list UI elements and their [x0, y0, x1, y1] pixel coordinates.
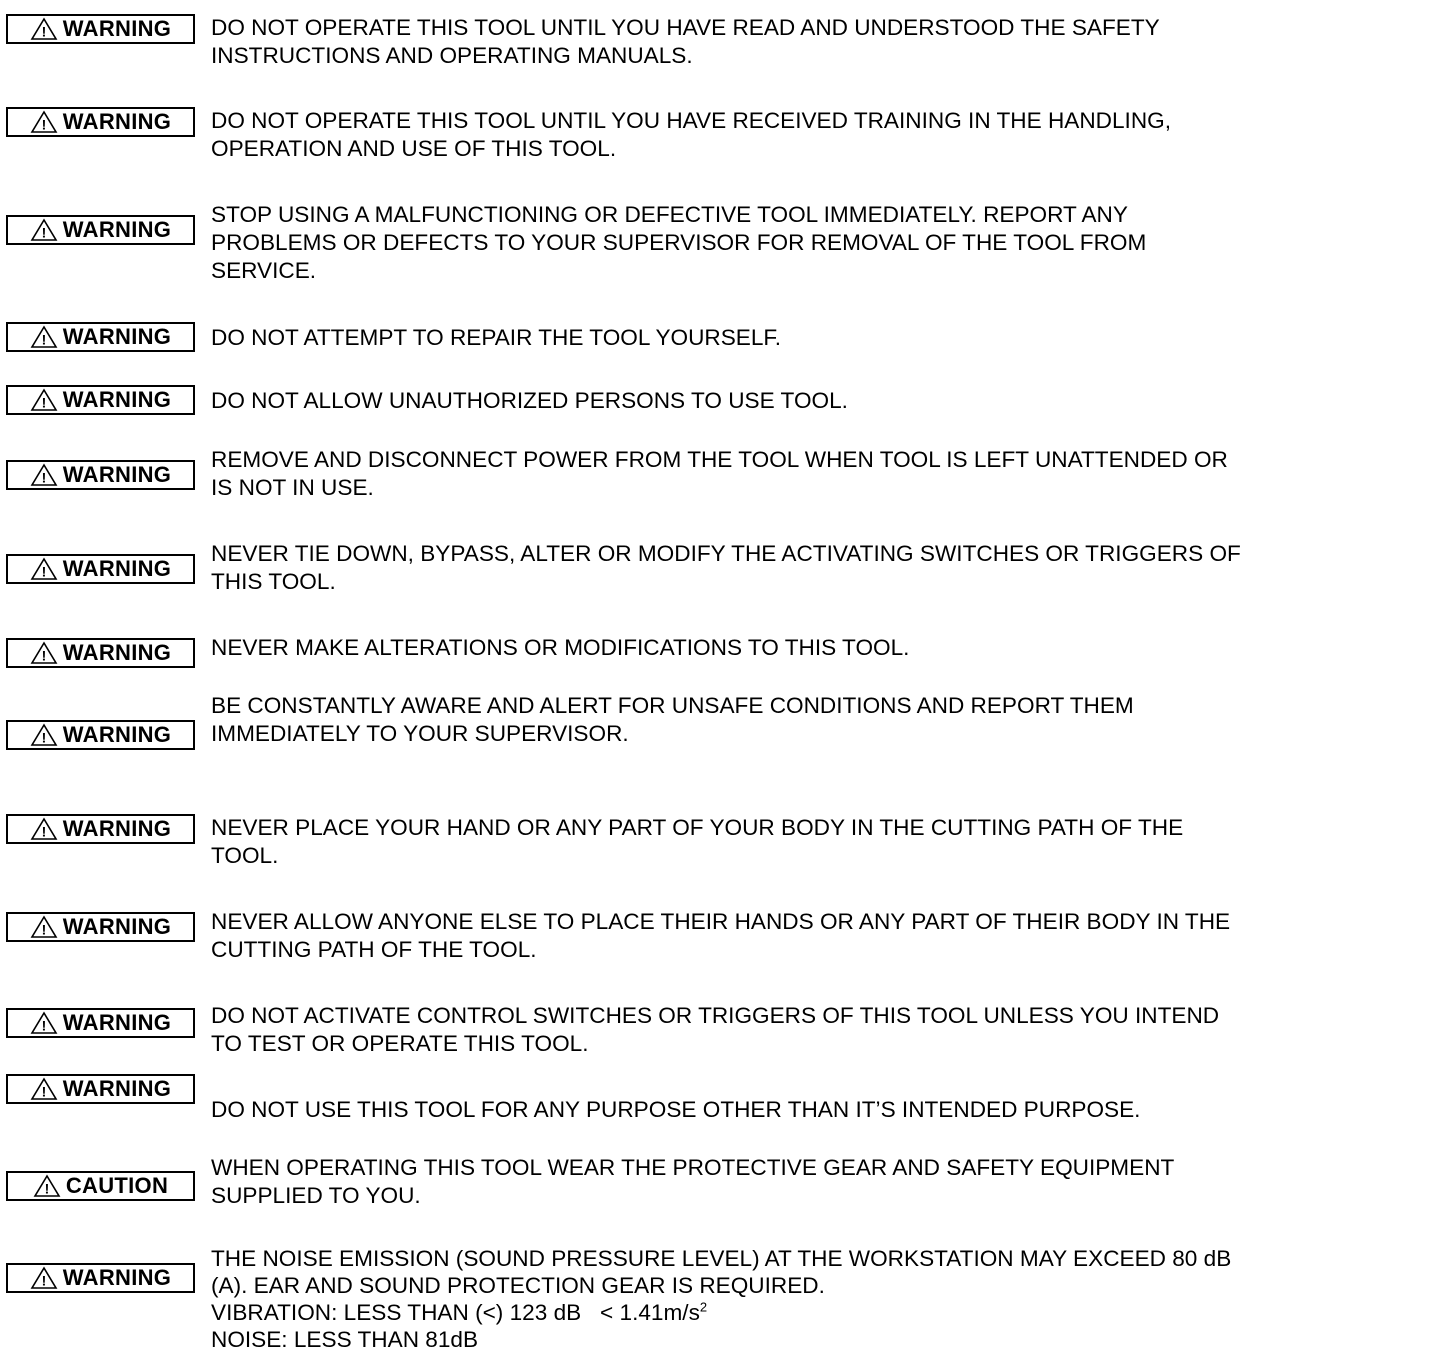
warning-text: DO NOT OPERATE THIS TOOL UNTIL YOU HAVE READ AND UNDERSTOOD THE SAFETY INSTRUCTIONS AND OPERATING MANUALS.: [211, 15, 1160, 68]
vibration-exponent: 2: [699, 1299, 708, 1315]
warning-triangle-icon: [30, 17, 58, 41]
warning-text: DO NOT ATTEMPT TO REPAIR THE TOOL YOURSELF.: [211, 325, 782, 350]
warning-label: WARNING: [62, 722, 172, 747]
svg-text:!: !: [41, 647, 47, 664]
vibration-text: VIBRATION: LESS THAN (<) 123 dB < 1.41m/s: [211, 1300, 700, 1325]
warning-triangle-icon: [30, 1266, 58, 1290]
svg-text:!: !: [41, 469, 47, 486]
warning-text: DO NOT OPERATE THIS TOOL UNTIL YOU HAVE RECEIVED TRAINING IN THE HANDLING, OPERATION AND USE OF THIS TOOL.: [211, 108, 1172, 161]
warning-triangle-icon: [30, 463, 58, 487]
noise-spec: NOISE: LESS THAN 81dB: [211, 1327, 479, 1352]
warning-triangle-icon: [30, 915, 58, 939]
warning-badge: [6, 14, 195, 44]
warning-label: WARNING: [62, 816, 172, 841]
svg-text:!: !: [41, 1083, 47, 1100]
noise-emission-text: THE NOISE EMISSION (SOUND PRESSURE LEVEL) AT THE WORKSTATION MAY EXCEED 80 dB (A). EAR AND SOUND PROTECTION GEAR IS REQUIRED.: [211, 1246, 1232, 1298]
warning-triangle-icon: [30, 723, 58, 747]
warning-triangle-icon: [30, 641, 58, 665]
svg-text:!: !: [44, 1180, 50, 1197]
warning-text: NEVER ALLOW ANYONE ELSE TO PLACE THEIR HANDS OR ANY PART OF THEIR BODY IN THE CUTTING PATH OF THE TOOL.: [211, 909, 1231, 962]
warning-triangle-icon: [33, 1174, 61, 1198]
svg-text:!: !: [41, 729, 47, 746]
warning-text: STOP USING A MALFUNCTIONING OR DEFECTIVE TOOL IMMEDIATELY. REPORT ANY PROBLEMS OR DEFECTS TO YOUR SUPERVISOR FOR REMOVAL OF THE TOOL FROM SERVICE.: [211, 202, 1147, 283]
warning-triangle-icon: [30, 1011, 58, 1035]
warning-text: DO NOT ALLOW UNAUTHORIZED PERSONS TO USE TOOL.: [211, 388, 848, 413]
svg-text:!: !: [41, 331, 47, 348]
warning-badge: [6, 322, 195, 352]
warning-label: WARNING: [62, 640, 172, 665]
vibration-spec: [211, 1299, 1442, 1326]
svg-text:!: !: [41, 1017, 47, 1034]
warning-triangle-icon: [30, 1077, 58, 1101]
warning-label: WARNING: [62, 109, 172, 134]
warning-badge: [6, 814, 195, 844]
warning-triangle-icon: [30, 325, 58, 349]
warning-badge: [6, 1074, 195, 1104]
warning-text: NEVER TIE DOWN, BYPASS, ALTER OR MODIFY THE ACTIVATING SWITCHES OR TRIGGERS OF THIS TOOL.: [211, 541, 1241, 594]
warning-badge: [6, 385, 195, 415]
caution-text: WHEN OPERATING THIS TOOL WEAR THE PROTECTIVE GEAR AND SAFETY EQUIPMENT SUPPLIED TO YOU.: [211, 1155, 1175, 1208]
caution-badge: [6, 1171, 195, 1201]
svg-text:!: !: [41, 224, 47, 241]
svg-text:!: !: [41, 23, 47, 40]
warning-label: WARNING: [62, 1076, 172, 1101]
warning-triangle-icon: [30, 557, 58, 581]
warning-badge: [6, 107, 195, 137]
warning-text: DO NOT ACTIVATE CONTROL SWITCHES OR TRIGGERS OF THIS TOOL UNLESS YOU INTEND TO TEST OR OPERATE THIS TOOL.: [211, 1003, 1220, 1056]
warning-badge: [6, 1008, 195, 1038]
warning-badge: [6, 460, 195, 490]
warning-label: WARNING: [62, 324, 172, 349]
warning-badge: [6, 554, 195, 584]
warning-text: NEVER PLACE YOUR HAND OR ANY PART OF YOUR BODY IN THE CUTTING PATH OF THE TOOL.: [211, 815, 1184, 868]
svg-text:!: !: [41, 394, 47, 411]
warning-text: DO NOT USE THIS TOOL FOR ANY PURPOSE OTHER THAN IT’S INTENDED PURPOSE.: [211, 1097, 1141, 1122]
svg-text:!: !: [41, 563, 47, 580]
warning-triangle-icon: [30, 817, 58, 841]
svg-text:!: !: [41, 823, 47, 840]
warning-text: NEVER MAKE ALTERATIONS OR MODIFICATIONS TO THIS TOOL.: [211, 635, 910, 660]
warning-label: WARNING: [62, 914, 172, 939]
warning-badge: [6, 1263, 195, 1293]
svg-text:!: !: [41, 116, 47, 133]
warning-label: WARNING: [62, 387, 172, 412]
warning-text: REMOVE AND DISCONNECT POWER FROM THE TOOL WHEN TOOL IS LEFT UNATTENDED OR IS NOT IN USE.: [211, 447, 1228, 500]
warning-label: WARNING: [62, 1265, 172, 1290]
warning-text: BE CONSTANTLY AWARE AND ALERT FOR UNSAFE CONDITIONS AND REPORT THEM IMMEDIATELY TO YOUR SUPERVISOR.: [211, 693, 1134, 746]
warning-badge: [6, 638, 195, 668]
warning-triangle-icon: [30, 110, 58, 134]
warning-label: WARNING: [62, 556, 172, 581]
caution-label: CAUTION: [65, 1173, 169, 1198]
svg-text:!: !: [41, 921, 47, 938]
svg-text:!: !: [41, 1272, 47, 1289]
warning-label: WARNING: [62, 462, 172, 487]
warning-badge: [6, 215, 195, 245]
noise-warning-text: [211, 1245, 1442, 1353]
warning-triangle-icon: [30, 218, 58, 242]
warning-badge: [6, 912, 195, 942]
warning-triangle-icon: [30, 388, 58, 412]
warning-label: WARNING: [62, 16, 172, 41]
warning-label: WARNING: [62, 1010, 172, 1035]
warning-label: WARNING: [62, 217, 172, 242]
warning-badge: [6, 720, 195, 750]
